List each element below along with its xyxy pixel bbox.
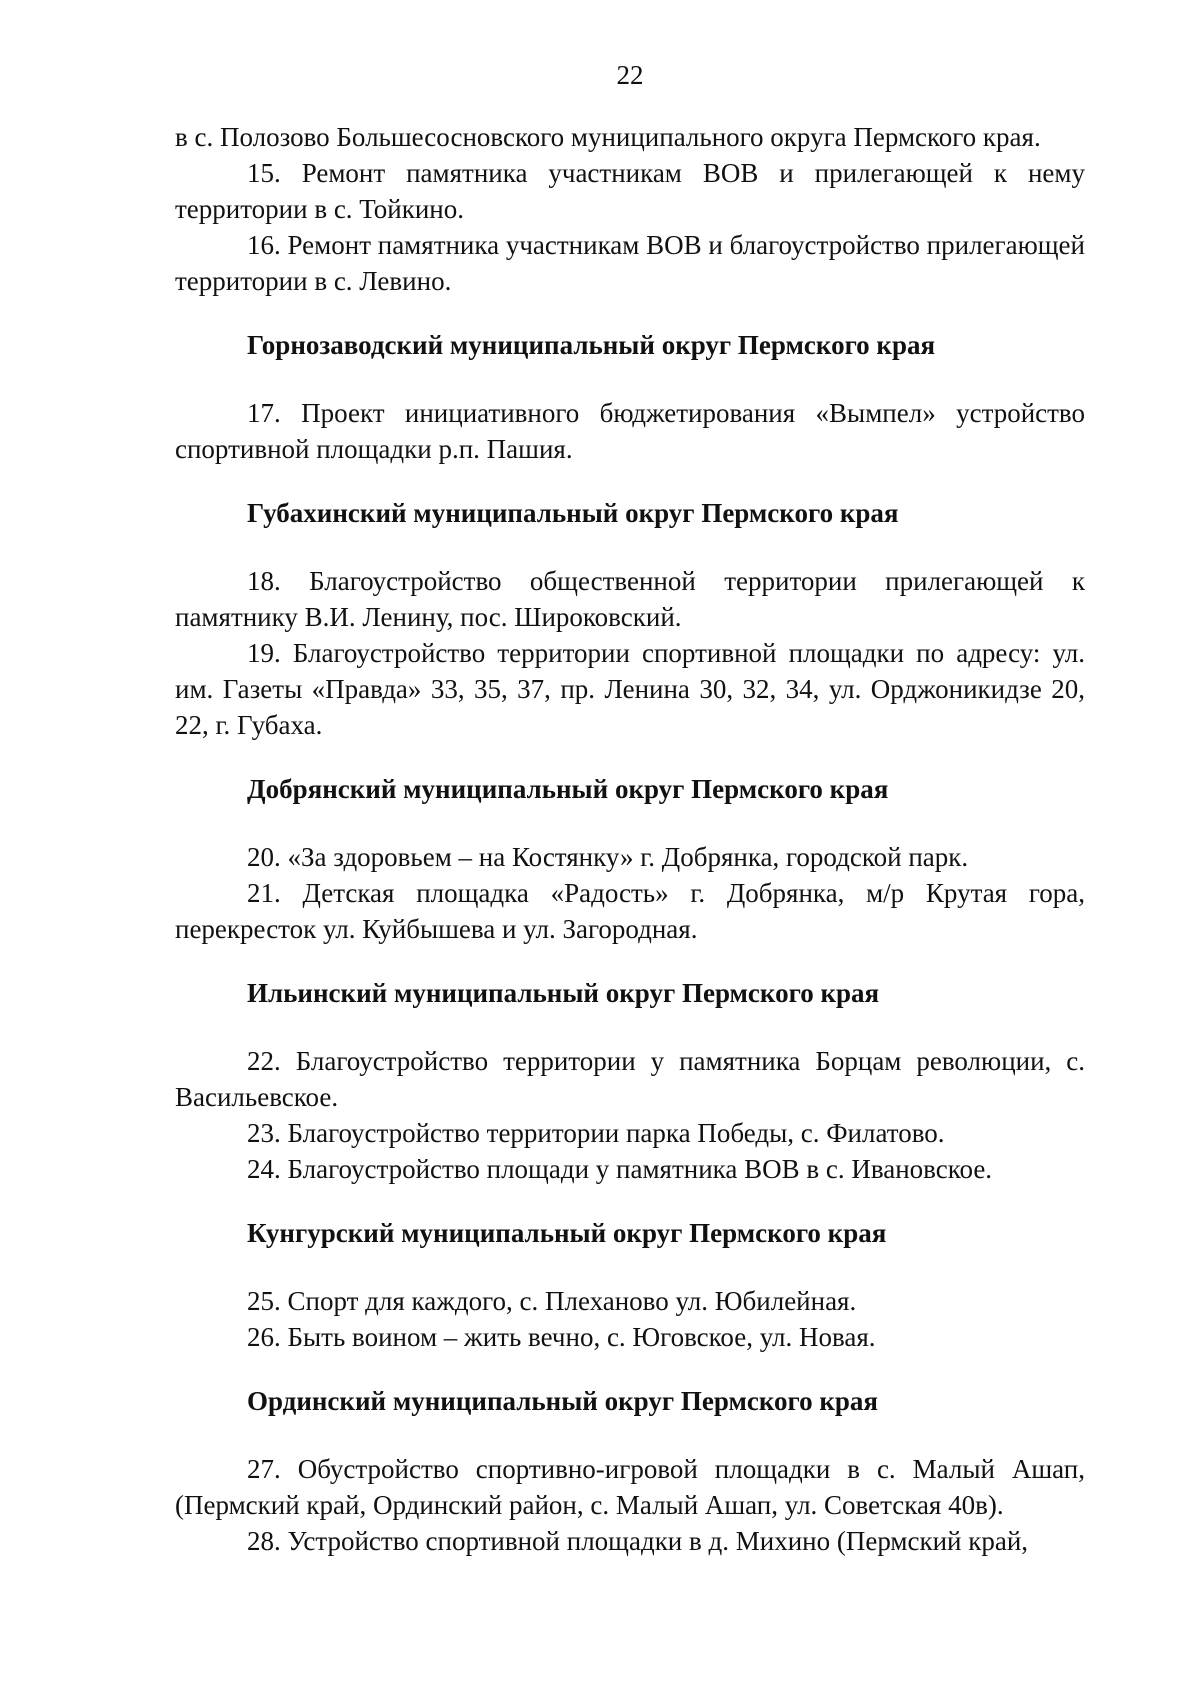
- list-item-27: 27. Обустройство спортивно-игровой площадки в с. Малый Ашап, (Пермский край, Ординский район, с. Малый Ашап, ул. Советская 40в).: [175, 1454, 1085, 1520]
- list-item-24: 24. Благоустройство площади у памятника ВОВ в с. Ивановское.: [247, 1154, 993, 1184]
- paragraph-continuation: в с. Полозово Большесосновского муниципального округа Пермского края.: [175, 122, 1041, 152]
- list-item-18: 18. Благоустройство общественной территории прилегающей к памятнику В.И. Ленину, пос. Широковский.: [175, 566, 1085, 632]
- section-heading-ordinsky: Ординский муниципальный округ Пермского края: [247, 1386, 879, 1416]
- section-heading-ilyinsky: Ильинский муниципальный округ Пермского края: [247, 978, 880, 1008]
- list-item-28: 28. Устройство спортивной площадки в д. Михино (Пермский край,: [247, 1526, 1029, 1556]
- list-item-15: 15. Ремонт памятника участникам ВОВ и прилегающей к нему территории в с. Тойкино.: [175, 158, 1085, 224]
- page-number: 22: [616, 60, 644, 90]
- list-item-21: 21. Детская площадка «Радость» г. Добрянка, м/р Крутая гора, перекресток ул. Куйбышева и ул. Загородная.: [175, 878, 1085, 944]
- list-item-17: 17. Проект инициативного бюджетирования «Вымпел» устройство спортивной площадки р.п. Пашия.: [175, 398, 1085, 464]
- section-heading-gornozavodsky: Горнозаводский муниципальный округ Пермского края: [247, 330, 936, 360]
- section-heading-dobryansky: Добрянский муниципальный округ Пермского края: [247, 774, 889, 804]
- list-item-25: 25. Спорт для каждого, с. Плеханово ул. Юбилейная.: [247, 1286, 857, 1316]
- section-heading-kungursky: Кунгурский муниципальный округ Пермского края: [247, 1218, 887, 1248]
- list-item-19: 19. Благоустройство территории спортивной площадки по адресу: ул. им. Газеты «Правда» 33, 35, 37, пр. Ленина 30, 32, 34, ул. Орджоникидзе 20, 22, г. Губаха.: [175, 638, 1085, 740]
- section-heading-gubakhinsky: Губахинский муниципальный округ Пермского края: [247, 498, 899, 528]
- list-item-23: 23. Благоустройство территории парка Победы, с. Филатово.: [247, 1118, 945, 1148]
- list-item-26: 26. Быть воином – жить вечно, с. Юговское, ул. Новая.: [247, 1322, 876, 1352]
- list-item-20: 20. «За здоровьем – на Костянку» г. Добрянка, городской парк.: [247, 842, 969, 872]
- document-body: [175, 119, 1085, 1559]
- list-item-16: 16. Ремонт памятника участникам ВОВ и благоустройство прилегающей территории в с. Левино.: [175, 230, 1085, 296]
- list-item-22: 22. Благоустройство территории у памятника Борцам революции, с. Васильевское.: [175, 1046, 1085, 1112]
